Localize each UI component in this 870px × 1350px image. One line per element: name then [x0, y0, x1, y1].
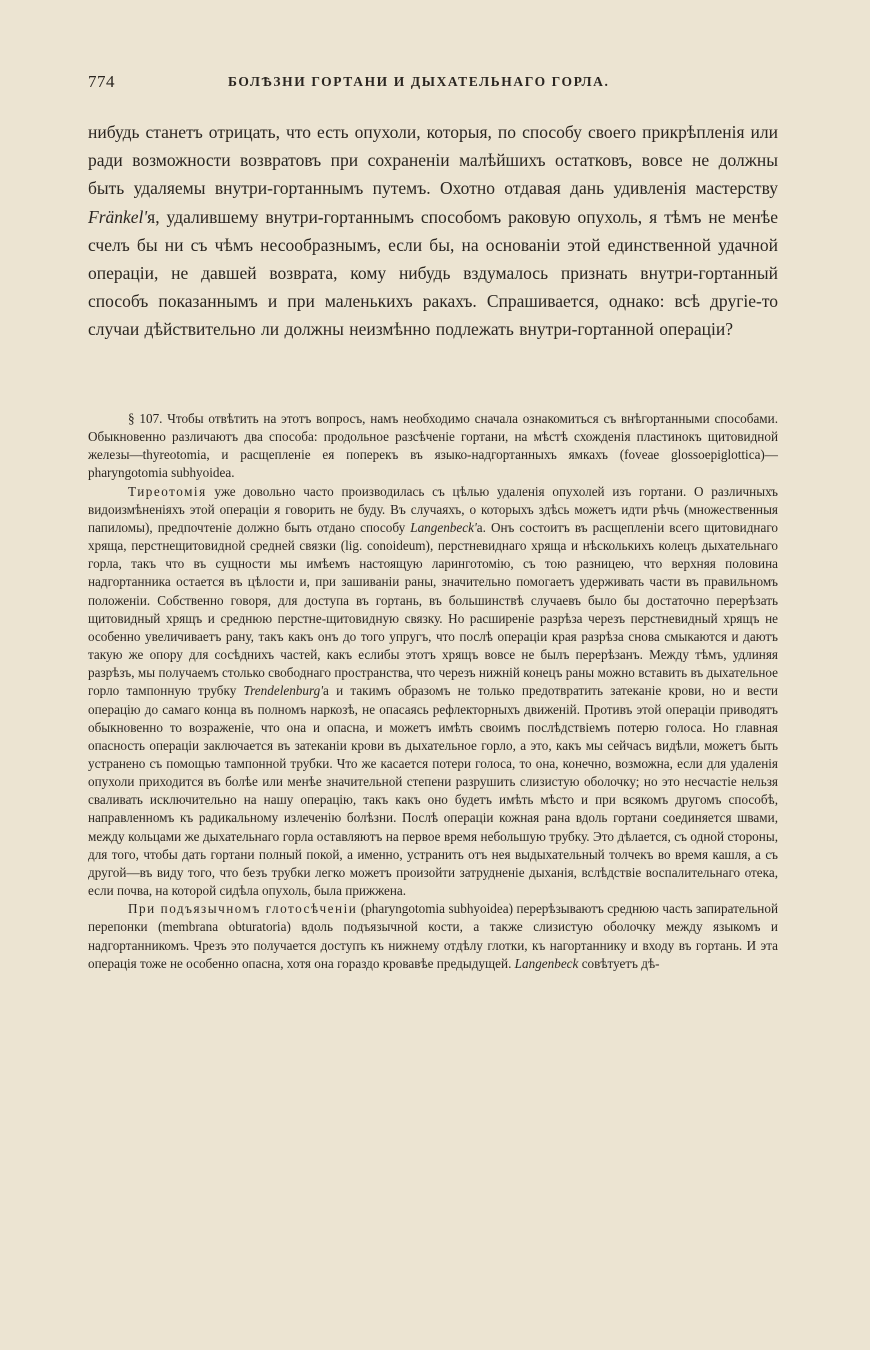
paragraph-thyreotomy — [88, 483, 778, 901]
page-header — [88, 72, 778, 98]
thyreotomy-term: Тиреотомія — [128, 483, 207, 499]
thyreotomy-text-b: а. Онъ состоитъ въ расщепленіи всего щитовиднаго хряща, перстнещитовидной средней связки (lig. conoideum), перстневиднаго хряща и нѣсколькихъ колецъ дыхательнаго горла, такъ что въ сущности мы имѣемъ настоящую ларинготомію, съ тою разницею, что верхняя половина надгортанника остается въ цѣлости и, при зашиваніи раны, значительно помогаетъ удерживать части въ правильномъ положеніи. Собственно говоря, для доступа въ гортань, въ большинствѣ случаевъ было бы достаточно перерѣзать щитовидный хрящъ и среднюю перстне-щитовидную связку. Но расширеніе разрѣза черезъ перстневидный хрящъ не особенно увеличиваетъ рану, такъ какъ онъ до того упругъ, что послѣ операціи края разрѣза снова смыкаются и даютъ такую же опору для сосѣднихъ частей, какъ еслибы этотъ хрящъ вовсе не былъ перерѣзанъ. Между тѣмъ, удлиняя разрѣзъ, мы получаемъ столько свободнаго пространства, что черезъ нижній конецъ раны можно вставить въ дыхательное горло тампонную трубку — [88, 519, 779, 699]
thyreotomy-text-a: уже довольно часто производилась съ цѣлью удаленія опухолей изъ гортани. О различныхъ видоизмѣненіяхъ этой операціи я говорить не буду. Въ случаяхъ, о которыхъ здѣсь можетъ идти рѣчь (множественныя папиломы), предпочтеніе должно быть отдано способу — [88, 483, 778, 535]
page-number: 774 — [88, 72, 115, 91]
paragraph-intro-text-b: я, удалившему внутри-гортаннымъ способомъ раковую опухоль, я тѣмъ не менѣе счелъ бы ни съ чѣмъ несообразнымъ, если бы, на основаніи этой единственной удачной операціи, не давшей возврата, кому нибудь вздумалось признать внутри-гортанный способъ показаннымъ и при маленькихъ ракахъ. Спрашивается, однако: всѣ другіе-то случаи дѣйствительно ли должны неизмѣнно подлежать внутри-гортанной операціи? — [88, 206, 778, 340]
running-title: БОЛѢЗНИ ГОРТАНИ И ДЫХАТЕЛЬНАГО ГОРЛА. — [228, 74, 610, 89]
thyreotomy-text-c: а и такимъ образомъ не только предотвратить затеканіе крови, но и вести операцію до самаго конца въ полномъ наркозѣ, не опасаясь рефлекторныхъ движеній. Противъ этой операціи приводятъ обыкновенно то возраженіе, что она и опасна, и можетъ имѣть своимъ послѣдствіемъ потерю голоса. Но главная опасность операціи заключается въ затеканіи крови въ дыхательное горло, а это, какъ мы сейчасъ видѣли, можетъ быть устранено съ помощью тампонной трубки. Что же касается потери голоса, то она, конечно, возможна, если для удаленія опухоли приходится въ болѣе или менѣе значительной степени разрушить слизистую оболочку; но это несчастіе нельзя сваливать исключительно на нашу операцію, такъ какъ оно будетъ имѣть мѣсто и при всякомъ другомъ способѣ, направленномъ къ радикальному излеченію болѣзни. Послѣ операціи кожная рана вдоль гортани соединяется швами, между кольцами же дыхательнаго горла оставляютъ на первое время небольшую трубку. Это дѣлается, съ одной стороны, для того, чтобы дать гортани полный покой, а именно, устранить отъ нея выдыхательный толчекъ во время кашля, а съ другой—въ виду того, что безъ трубки легко можетъ произойти затрудненіе дыханія, вслѣдствіе воспалительнаго отека, если почва, на которой сидѣла опухоль, была прижжена. — [88, 683, 778, 899]
author-frankel: Fränkel' — [88, 206, 148, 227]
pharyngotomy-text-a: (pharyngotomia subhyoidea) перерѣзываютъ среднюю часть запирательной перепонки (membrana obturatoria) вдоль подъязычной кости, а также слизистую оболочку между языкомъ и надгортанникомъ. Чрезъ это получается доступъ къ нижнему отдѣлу глотки, къ нагортаннику и входу въ гортань. И эта операція тоже не особенно опасна, хотя она гораздо кровавѣе предыдущей. — [88, 901, 778, 971]
author-langenbeck: Langenbeck' — [410, 519, 477, 535]
paragraph-intro — [88, 118, 778, 344]
pharyngotomy-text-b: совѣтуетъ дѣ- — [578, 955, 660, 971]
small-print-text — [88, 410, 778, 973]
author-trendelenburg: Trendelenburg' — [243, 683, 324, 699]
section-107: § 107. Чтобы отвѣтить на этотъ вопросъ, намъ необходимо сначала ознакомиться съ внѣгортанными способами. Обыкновенно различаютъ два способа: продольное разсѣченіе гортани, на мѣстѣ схожденія пластинокъ щитовидной железы—thyreotomia, и расщепленіе ея поперекъ въ языко-надгортанныхъ ямкахъ (foveae glossoepiglottica)—pharyngotomia subhyoidea. — [88, 411, 778, 481]
author-langenbeck-2: Langenbeck — [514, 955, 579, 971]
paragraph-intro-text-a: нибудь станетъ отрицать, что есть опухоли, которыя, по способу своего прикрѣпленія или ради возможности возвратовъ при сохраненіи малѣйшихъ остатковъ, вовсе не должны быть удаляемы внутри-гортаннымъ путемъ. Охотно отдавая дань удивленія мастерству — [88, 122, 778, 199]
main-text — [88, 118, 778, 344]
paragraph-pharyngotomy — [88, 900, 778, 973]
pharyngotomy-term: При подъязычномъ глотосѣченіи — [128, 901, 358, 917]
